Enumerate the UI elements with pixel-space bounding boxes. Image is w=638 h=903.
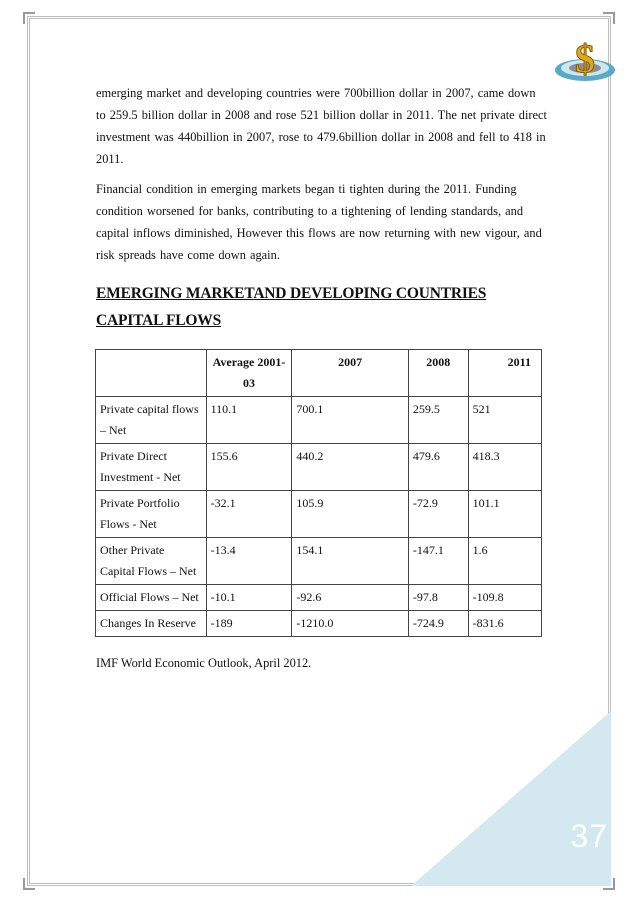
table-cell: Other Private Capital Flows – Net: [96, 538, 207, 585]
corner-ornament: [23, 12, 35, 24]
corner-ornament: [23, 878, 35, 890]
table-header-cell: 2008: [408, 350, 468, 397]
page-number: 37: [570, 818, 608, 854]
table-cell: -92.6: [292, 585, 409, 611]
table-cell: -1210.0: [292, 611, 409, 637]
table-cell: -72.9: [408, 491, 468, 538]
table-cell: 105.9: [292, 491, 409, 538]
table-cell: 259.5: [408, 397, 468, 444]
table-header-cell: [96, 350, 207, 397]
paragraph: Financial condition in emerging markets began ti tighten during the 2011. Funding condition worsened for banks, contributing to a tightening of lending standards, and capital inflows diminished, However this flows are now returning with new vigour, and risk spreads have come down again.: [96, 182, 542, 262]
table-cell: -13.4: [206, 538, 292, 585]
corner-triangle-decoration: [411, 711, 611, 886]
table-cell: -32.1: [206, 491, 292, 538]
table-cell: -97.8: [408, 585, 468, 611]
table-cell: 155.6: [206, 444, 292, 491]
table-cell: -724.9: [408, 611, 468, 637]
source-citation: IMF World Economic Outlook, April 2012.: [96, 656, 312, 670]
table-header-cell: 2007: [292, 350, 409, 397]
svg-text:$: $: [575, 38, 595, 81]
table-cell: -109.8: [468, 585, 541, 611]
main-content: [96, 82, 548, 342]
table-cell: 479.6: [408, 444, 468, 491]
table-cell: 521: [468, 397, 541, 444]
table-cell: 418.3: [468, 444, 541, 491]
section-heading: EMERGING MARKETAND DEVELOPING COUNTRIES CAPITAL FLOWS: [96, 285, 487, 329]
table-cell: Private capital flows – Net: [96, 397, 207, 444]
table-header-cell: Average 2001-03: [206, 350, 292, 397]
table-cell: -147.1: [408, 538, 468, 585]
table-cell: 1.6: [468, 538, 541, 585]
table-row: [96, 538, 542, 585]
corner-ornament: [603, 12, 615, 24]
table-cell: Changes In Reserve: [96, 611, 207, 637]
table-cell: Official Flows – Net: [96, 585, 207, 611]
table-cell: Private Direct Investment - Net: [96, 444, 207, 491]
table-cell: 440.2: [292, 444, 409, 491]
table-cell: 154.1: [292, 538, 409, 585]
paragraph: emerging market and developing countries were 700billion dollar in 2007, came down to 259.5 billion dollar in 2008 and rose 521 billion dollar in 2011. The net private direct investment was 440billion in 2007, rose to 479.6billion dollar in 2008 and fell to 418 in 2011.: [96, 86, 547, 166]
table-cell: -189: [206, 611, 292, 637]
table-row: [96, 397, 542, 444]
table-cell: -10.1: [206, 585, 292, 611]
table-row: [96, 611, 542, 637]
table-cell: 700.1: [292, 397, 409, 444]
table-cell: -831.6: [468, 611, 541, 637]
table-row: [96, 491, 542, 538]
table-cell: 110.1: [206, 397, 292, 444]
table-row: [96, 444, 542, 491]
table-cell: 101.1: [468, 491, 541, 538]
dollar-sign-logo-icon: [551, 38, 621, 84]
table-cell: Private Portfolio Flows - Net: [96, 491, 207, 538]
table-header-cell: 2011: [468, 350, 541, 397]
table-row: [96, 585, 542, 611]
table-header-row: [96, 350, 542, 397]
capital-flows-table: [95, 349, 542, 637]
